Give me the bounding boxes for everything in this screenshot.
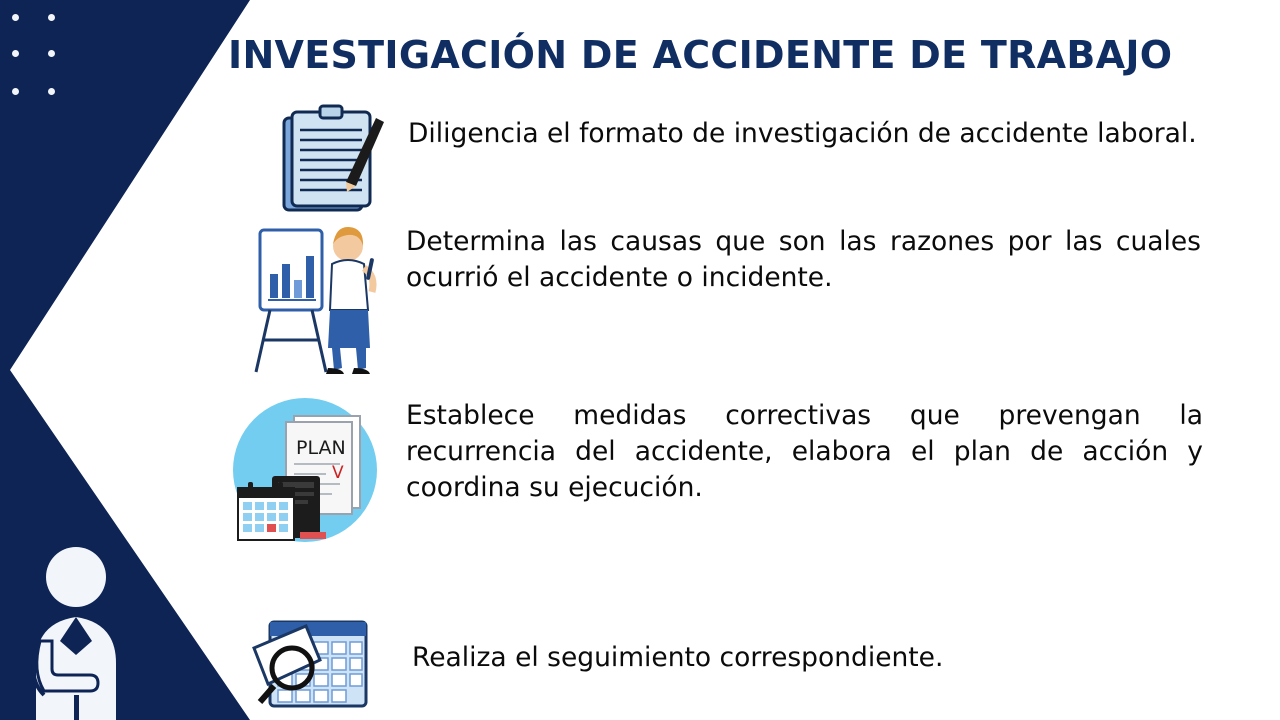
plan-documents-icon: [228, 392, 383, 550]
list-item: [250, 608, 1112, 713]
calendar-magnifier-icon: [250, 608, 390, 713]
injured-person-icon: [18, 545, 153, 720]
page-title: INVESTIGACIÓN DE ACCIDENTE DE TRABAJO: [228, 33, 1173, 77]
list-item: [228, 392, 1203, 550]
list-item-text: Realiza el seguimiento correspondiente.: [412, 642, 944, 673]
decorative-dots: [0, 0, 90, 110]
presenter-flipchart-icon: [248, 222, 388, 377]
list-item-text: Determina las causas que son las razones por las cuales ocurrió el accidente o incidente.: [406, 226, 1201, 293]
list-item-text: Establece medidas correctivas que prevengan la recurrencia del accidente, elabora el plan de acción y coordina su ejecución.: [406, 400, 1203, 503]
clipboard-pencil-icon: [272, 104, 390, 216]
plan-label: PLAN: [296, 437, 346, 459]
list-item-text: Diligencia el formato de investigación de accidente laboral.: [408, 118, 1197, 149]
list-item: [248, 222, 1201, 377]
plan-check-mark: V: [332, 463, 344, 483]
list-item: [272, 104, 1203, 216]
